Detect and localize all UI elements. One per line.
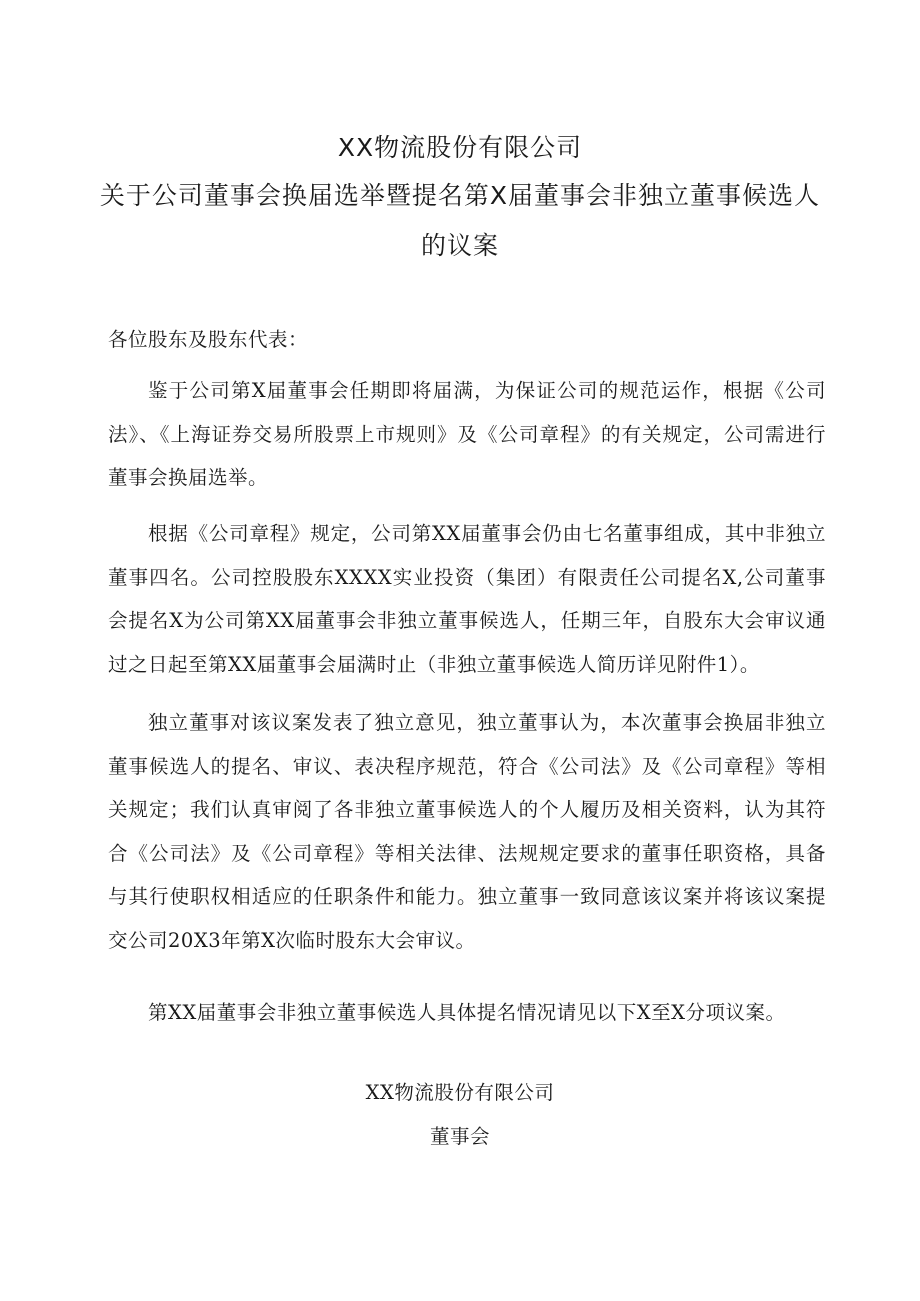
proposal-title-line-2: 的议案	[420, 231, 499, 260]
salutation: 各位股东及股东代表：	[108, 328, 309, 351]
signature-company: XX物流股份有限公司	[365, 1081, 555, 1104]
paragraph-2: 根据《公司章程》规定，公司第XX届董事会仍由七名董事组成，其中非独立董事四名。公司控股股东XXXX实业投资（集团）有限责任公司提名X,公司董事会提名X为公司第XX届董事会非独立董事候选人，任期三年，自股东大会审议通过之日起至第XX届董事会届满时止（非独立董事候选人简历详见附件1）。	[108, 522, 826, 676]
paragraph-1: 鉴于公司第X届董事会任期即将届满，为保证公司的规范运作，根据《公司法》、《上海证券交易所股票上市规则》及《公司章程》的有关规定，公司需进行董事会换届选举。	[108, 379, 826, 489]
proposal-title-line-1: 关于公司董事会换届选举暨提名第X届董事会非独立董事候选人	[99, 181, 821, 210]
signature-board: 董事会	[429, 1125, 490, 1148]
paragraph-3: 独立董事对该议案发表了独立意见，独立董事认为，本次董事会换届非独立董事候选人的提名、审议、表决程序规范，符合《公司法》及《公司章程》等相关规定；我们认真审阅了各非独立董事候选人的个人履历及相关资料，认为其符合《公司法》及《公司章程》等相关法律、法规规定要求的董事任职资格，具备与其行使职权相适应的任职条件和能力。独立董事一致同意该议案并将该议案提交公司20X3年第X次临时股东大会审议。	[108, 711, 826, 952]
paragraph-4: 第XX届董事会非独立董事候选人具体提名情况请见以下X至X分项议案。	[148, 1001, 786, 1024]
company-title: XX物流股份有限公司	[337, 133, 583, 162]
